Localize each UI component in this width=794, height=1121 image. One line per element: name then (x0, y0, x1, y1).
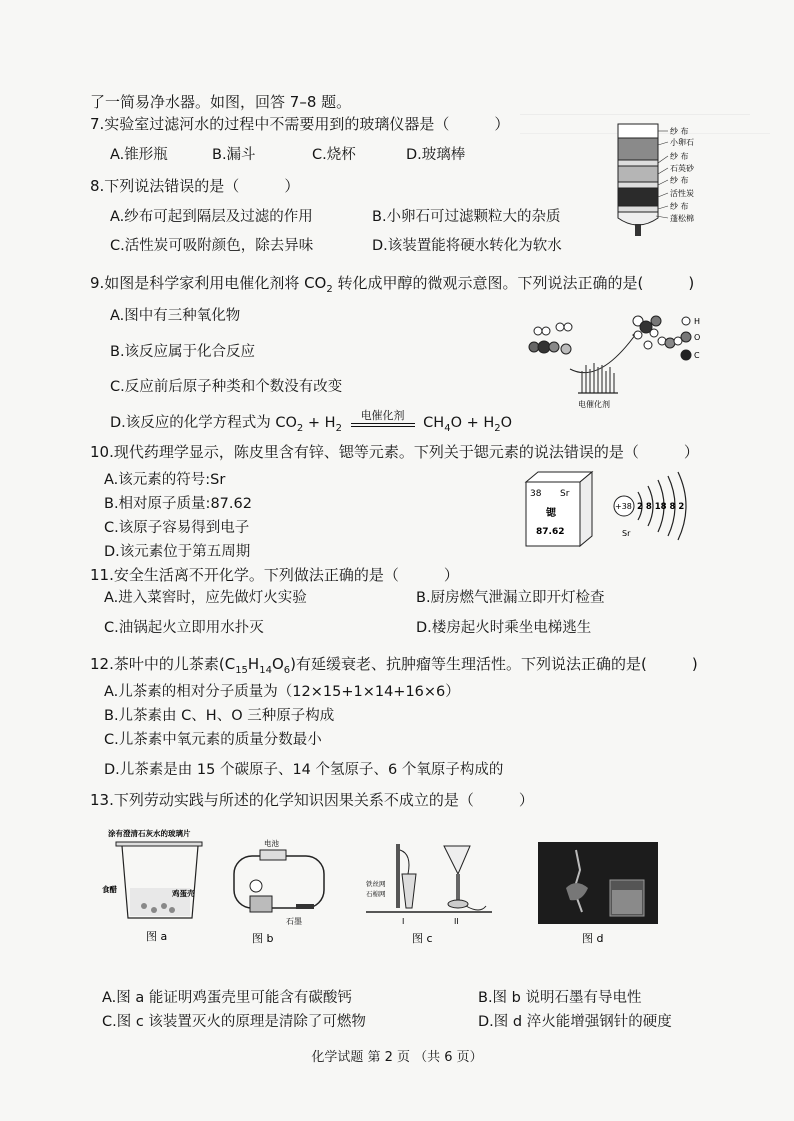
element-name: 锶 (546, 508, 556, 519)
filter-label-4: 石英砂 (670, 164, 694, 173)
q7-option-a[interactable]: A.锥形瓶 (110, 147, 168, 163)
q10-option-a[interactable]: A.该元素的符号:Sr (104, 472, 226, 488)
filter-label-6: 活性炭 (670, 189, 694, 198)
element-symbol: Sr (560, 489, 570, 499)
q8-option-a[interactable]: A.纱布可起到隔层及过滤的作用 (110, 209, 313, 225)
q13-option-c[interactable]: C.图 c 该装置灭火的原理是清除了可燃物 (102, 1014, 366, 1030)
q11-option-d[interactable]: D.楼房起火时乘坐电梯逃生 (416, 620, 592, 636)
q12-option-b[interactable]: B.儿茶素由 C、H、O 三种原子构成 (104, 708, 335, 724)
atom-label: Sr (622, 529, 631, 538)
q11-option-b[interactable]: B.厨房燃气泄漏立即开灯检查 (416, 590, 605, 606)
legend-o: O (694, 333, 701, 342)
q9-option-d[interactable]: D.该反应的化学方程式为 $CO_2 + H_2$ 电催化剂 $CH_4O + H_2O$ (110, 409, 513, 434)
q9-option-b[interactable]: B.该反应属于化合反应 (110, 344, 256, 360)
q13-option-a[interactable]: A.图 a 能证明鸡蛋壳里可能含有碳酸钙 (102, 990, 352, 1006)
question-7-stem: 7.实验室过滤河水的过程中不需要用到的玻璃仪器是（ ） (90, 115, 510, 133)
svg-text:食醋: 食醋 (102, 885, 117, 894)
question-13-stem: 13.下列劳动实践与所述的化学知识因果关系不成立的是（ ） (90, 791, 534, 809)
reaction-condition: 电催化剂 (351, 415, 415, 427)
methanol-reaction-figure (520, 305, 710, 415)
q12-option-c[interactable]: C.儿茶素中氧元素的质量分数最小 (104, 732, 322, 748)
question-10-stem: 10.现代药理学显示，陈皮里含有锌、锶等元素。下列关于锶元素的说法错误的是（ ） (90, 443, 699, 461)
q13-option-d[interactable]: D.图 d 淬火能增强钢针的硬度 (478, 1014, 672, 1030)
legend-c: C (694, 351, 700, 360)
q10-option-c[interactable]: C.该原子容易得到电子 (104, 520, 250, 536)
intro-text: 了一简易净水器。如图，回答 7–8 题。 (90, 93, 352, 111)
figure-a-caption: 图 a (146, 930, 168, 943)
q9-option-a[interactable]: A.图中有三种氧化物 (110, 308, 241, 324)
filter-label-5: 纱 布 (670, 176, 689, 185)
svg-text:电池: 电池 (264, 839, 279, 848)
figure-b-caption: 图 b (252, 932, 274, 945)
q11-option-c[interactable]: C.油锅起火立即用水扑灭 (104, 620, 264, 636)
q7-option-c[interactable]: C.烧杯 (312, 147, 356, 163)
q12-option-d[interactable]: D.儿茶素是由 15 个碳原子、14 个氢原子、6 个氧原子构成的 (104, 762, 504, 778)
strontium-figure (512, 468, 702, 558)
q12-option-a[interactable]: A.儿茶素的相对分子质量为（12×15+1×14+16×6） (104, 684, 460, 700)
page-footer: 化学试题 第 2 页 （共 6 页） (311, 1050, 483, 1065)
q13-option-b[interactable]: B.图 b 说明石墨有导电性 (478, 990, 642, 1006)
svg-text:II: II (454, 917, 459, 926)
svg-text:I: I (402, 917, 405, 926)
question-8-stem: 8.下列说法错误的是（ ） (90, 177, 300, 195)
filter-label-8: 蓬松棉 (670, 214, 694, 223)
svg-text:铁丝网: 铁丝网 (366, 880, 386, 888)
atom-nucleus: +38 (615, 502, 632, 511)
figure-c (362, 834, 502, 946)
q10-option-b[interactable]: B.相对原子质量:87.62 (104, 496, 252, 512)
element-number: 38 (530, 489, 542, 499)
q10-option-d[interactable]: D.该元素位于第五周期 (104, 544, 251, 560)
legend-h: H (694, 317, 701, 326)
question-11-stem: 11.安全生活离不开化学。下列做法正确的是（ ） (90, 566, 459, 584)
filter-label-7: 纱 布 (670, 202, 689, 211)
q9-option-c[interactable]: C.反应前后原子种类和个数没有改变 (110, 379, 343, 395)
q8-option-d[interactable]: D.该装置能将硬水转化为软水 (372, 238, 562, 254)
q11-option-a[interactable]: A.进入菜窖时，应先做灯火实验 (104, 590, 307, 606)
figure-d-caption: 图 d (582, 932, 604, 945)
svg-text:涂有澄清石灰水的玻璃片: 涂有澄清石灰水的玻璃片 (108, 829, 191, 838)
q7-option-b[interactable]: B.漏斗 (212, 147, 256, 163)
figure-d (536, 840, 662, 946)
question-12-stem: 12.茶叶中的儿茶素$(C_{15}H_{14}O_6)$有延缓衰老、抗肿瘤等生理活性。下列说法正确的是( ) (90, 655, 698, 676)
atom-shells: 2 8 18 8 2 (637, 502, 685, 512)
question-9-stem: 9.如图是科学家利用电催化剂将 $CO_2$ 转化成甲醇的微观示意图。下列说法正确的是( ) (90, 274, 695, 295)
water-filter-figure (606, 120, 716, 250)
svg-text:石墨: 石墨 (286, 917, 302, 926)
filter-label-1: 纱 布 (670, 127, 689, 136)
filter-label-3: 纱 布 (670, 152, 689, 161)
svg-text:鸡蛋壳: 鸡蛋壳 (172, 889, 195, 898)
filter-label-2: 小卵石 (670, 138, 694, 147)
svg-text:石棉网: 石棉网 (366, 890, 386, 898)
figure-c-caption: 图 c (412, 932, 433, 945)
q8-option-b[interactable]: B.小卵石可过滤颗粒大的杂质 (372, 209, 561, 225)
element-mass: 87.62 (536, 527, 565, 537)
figure-a (100, 826, 220, 946)
figure-b (222, 834, 334, 946)
catalyst-label: 电催化剂 (578, 400, 610, 409)
q7-option-d[interactable]: D.玻璃棒 (406, 147, 466, 163)
q8-option-c[interactable]: C.活性炭可吸附颜色，除去异味 (110, 238, 314, 254)
